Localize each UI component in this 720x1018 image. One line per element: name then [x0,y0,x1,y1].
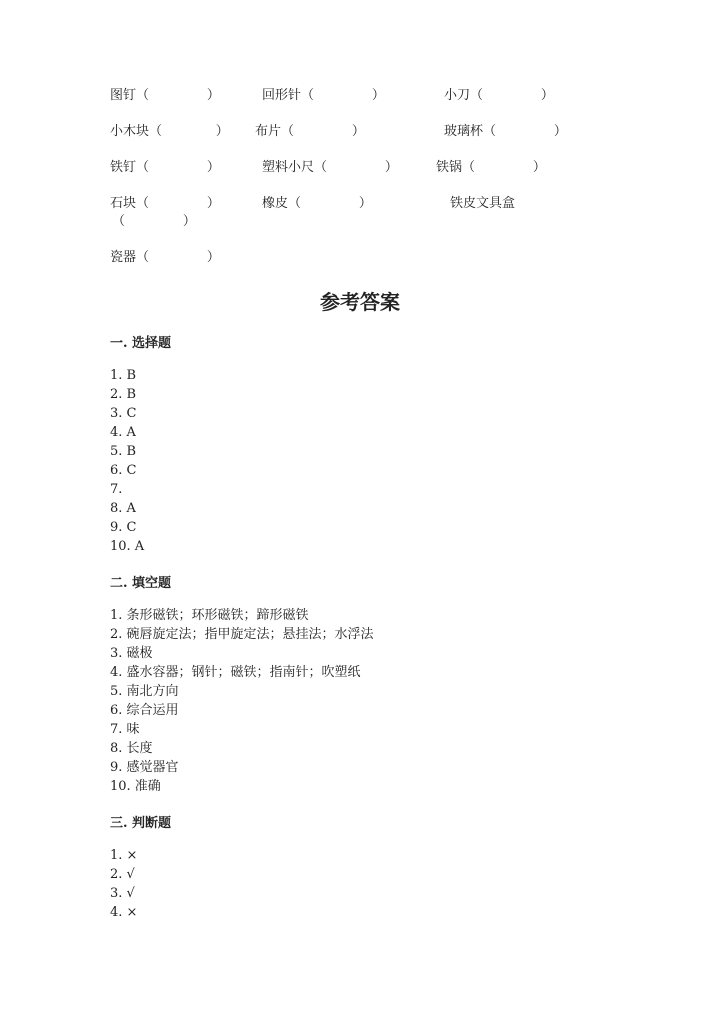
answer: 1. × [110,848,138,863]
fill-item: 回形针（ ） [262,88,385,103]
fill-item: 小木块（ ） [110,124,229,139]
answer: 8. A [110,501,136,516]
answer-list [110,366,144,556]
fill-item: 铁钉（ ） [110,160,220,175]
answer: 4. 盛水容器；钢针；磁铁；指南针；吹塑纸 [110,665,361,680]
answer: 9. C [110,520,137,535]
answer: 3. 磁极 [110,646,153,661]
answer: 4. × [110,905,138,920]
answer: 7. 味 [110,722,140,737]
answer: 5. 南北方向 [110,684,179,699]
answer: 2. 碗唇旋定法；指甲旋定法；悬挂法；水浮法 [110,627,374,642]
answer: 3. √ [110,886,135,901]
fill-item: 橡皮（ ） [262,196,372,211]
fill-item: 布片（ ） [255,124,365,139]
answer: 6. 综合运用 [110,703,179,718]
answer: 10. 准确 [110,779,161,794]
page-title: 参考答案 [320,290,400,314]
fill-item: 铁皮文具盒 [450,196,516,211]
answer: 4. A [110,425,136,440]
fill-item: 石块（ ） [110,196,220,211]
answer: 8. 长度 [110,741,153,756]
answer: 5. B [110,444,137,459]
fill-item: 瓷器（ ） [110,250,220,265]
fill-item: 小刀（ ） [444,88,554,103]
answer: 1. B [110,368,137,383]
answer-list [110,606,374,796]
section-heading: 三. 判断题 [110,816,172,831]
answer: 9. 感觉器官 [110,760,179,775]
answer: 6. C [110,463,137,478]
fill-item: 图钉（ ） [110,88,220,103]
answer-list [110,846,137,922]
fill-item: 铁锅（ ） [436,160,546,175]
fill-item: （ ） [112,214,196,229]
section-heading: 二. 填空题 [110,576,172,591]
answer: 1. 条形磁铁；环形磁铁；蹄形磁铁 [110,608,309,623]
answer: 10. A [110,539,145,554]
answer: 2. B [110,387,137,402]
fill-item: 玻璃杯（ ） [444,124,567,139]
answer: 2. √ [110,867,135,882]
answer: 7. [110,482,123,497]
answer: 3. C [110,406,137,421]
fill-item: 塑料小尺（ ） [262,160,398,175]
section-heading: 一. 选择题 [110,336,172,351]
